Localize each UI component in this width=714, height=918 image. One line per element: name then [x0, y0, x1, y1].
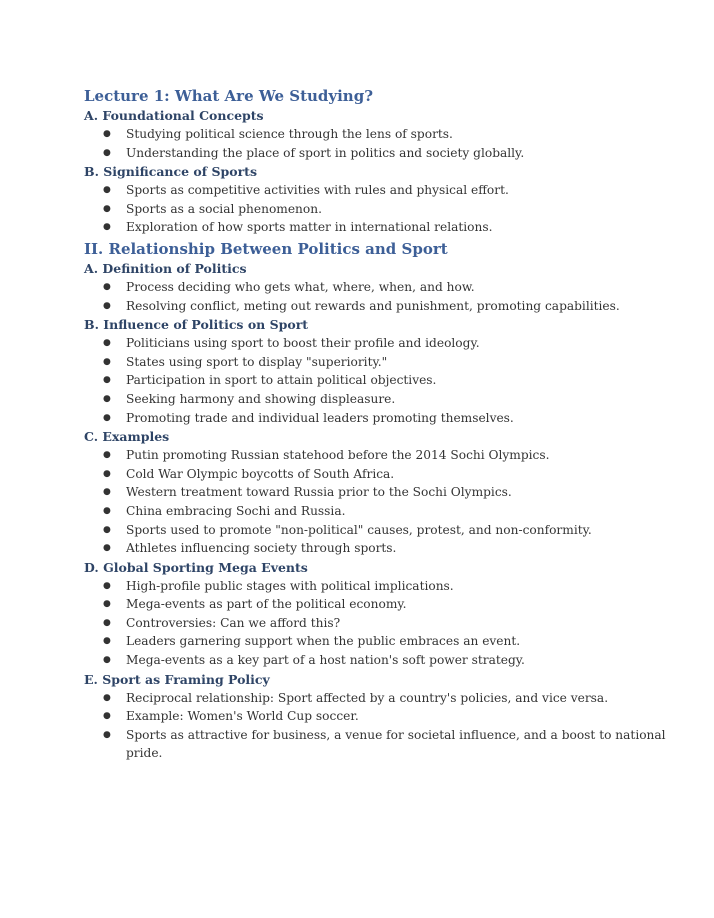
list-item [84, 502, 684, 521]
list-item [84, 278, 684, 297]
list-item-text: Mega-events as a key part of a host nation's soft power strategy. [126, 653, 525, 668]
bullet-icon: ● [103, 203, 111, 214]
bullet-icon: ● [103, 729, 111, 740]
bullet-icon: ● [103, 580, 111, 591]
list-item [84, 595, 684, 614]
list-item [84, 334, 684, 353]
list-item [84, 390, 684, 409]
list-item [84, 483, 684, 502]
list-item [84, 446, 684, 465]
list-item-text: Sports as competitive activities with rules and physical effort. [126, 183, 509, 198]
bullet-icon: ● [103, 524, 111, 535]
bullet-icon: ● [103, 655, 111, 666]
list-item [84, 125, 684, 144]
list-item [84, 465, 684, 484]
list-item-text: Controversies: Can we afford this? [126, 615, 341, 630]
bullet-icon: ● [103, 129, 111, 139]
bullet-icon: ● [103, 356, 111, 367]
list-item-text: Exploration of how sports matter in international relations. [126, 220, 493, 235]
section [84, 86, 684, 237]
bullet-icon: ● [103, 543, 111, 554]
subsection-heading: A. Definition of Politics [84, 260, 247, 276]
subsection-heading: B. Significance of Sports [84, 164, 257, 180]
bullet-icon: ● [103, 636, 111, 647]
list-item-text: Politicians using sport to boost their profile and ideology. [126, 336, 480, 351]
bullet-icon: ● [103, 222, 111, 233]
bullet-icon: ● [103, 692, 111, 703]
list-item [84, 297, 684, 316]
section-heading: II. Relationship Between Politics and Sport [84, 239, 448, 258]
bullet-icon: ● [103, 300, 111, 311]
list-item-text: Sports used to promote "non-political" causes, protest, and non-conformity. [126, 522, 592, 537]
bullet-list [84, 125, 684, 162]
list-item [84, 651, 684, 670]
list-item-text: Athletes influencing society through sports. [126, 541, 397, 556]
list-item-text: Seeking harmony and showing displeasure. [126, 391, 396, 406]
bullet-list [84, 334, 684, 427]
list-item-text: Western treatment toward Russia prior to the Sochi Olympics. [126, 485, 512, 500]
list-item [84, 181, 684, 200]
subsection-heading: E. Sport as Framing Policy [84, 671, 270, 687]
bullet-icon: ● [103, 338, 111, 349]
list-item-text: High-profile public stages with political implications. [126, 578, 454, 593]
list-item [84, 521, 684, 540]
bullet-icon: ● [103, 450, 111, 461]
bullet-icon: ● [103, 711, 111, 722]
bullet-icon: ● [103, 185, 111, 196]
list-item-text: Reciprocal relationship: Sport affected by a country's policies, and vice versa. [126, 690, 609, 705]
list-item [84, 200, 684, 219]
list-item-text: States using sport to display "superiority." [126, 354, 388, 369]
list-item [84, 353, 684, 372]
bullet-list [84, 181, 684, 237]
subsection-heading: D. Global Sporting Mega Events [84, 559, 308, 575]
bullet-icon: ● [103, 281, 111, 292]
list-item [84, 577, 684, 596]
list-item-text: Leaders garnering support when the public embraces an event. [126, 634, 521, 649]
list-item [84, 371, 684, 390]
bullet-icon: ● [103, 599, 111, 610]
section [84, 239, 684, 763]
list-item [84, 539, 684, 558]
list-item [84, 726, 684, 763]
bullet-icon: ● [103, 375, 111, 386]
list-item-text: Understanding the place of sport in politics and society globally. [126, 145, 525, 160]
list-item [84, 614, 684, 633]
list-item-text: Sports as a social phenomenon. [126, 201, 322, 216]
list-item [84, 689, 684, 708]
bullet-list [84, 278, 684, 315]
list-item-text: China embracing Sochi and Russia. [126, 503, 346, 518]
section-heading: Lecture 1: What Are We Studying? [84, 87, 373, 105]
list-item [84, 144, 684, 163]
list-item-text: Sports as attractive for business, a venue for societal influence, and a boost to national pride. [126, 727, 666, 761]
subsection-heading: A. Foundational Concepts [84, 108, 264, 123]
list-item [84, 632, 684, 651]
list-item [84, 218, 684, 237]
subsection-heading: B. Influence of Politics on Sport [84, 317, 309, 333]
bullet-icon: ● [103, 505, 111, 516]
bullet-icon: ● [103, 468, 111, 479]
bullet-list [84, 689, 684, 763]
bullet-list [84, 446, 684, 558]
list-item [84, 707, 684, 726]
list-item [84, 409, 684, 428]
list-item-text: Process deciding who gets what, where, when, and how. [126, 279, 475, 294]
bullet-icon: ● [103, 412, 111, 423]
bullet-list [84, 577, 684, 670]
list-item-text: Mega-events as part of the political economy. [126, 597, 407, 612]
bullet-icon: ● [103, 393, 111, 404]
list-item-text: Studying political science through the lens of sports. [126, 127, 453, 141]
list-item-text: Resolving conflict, meting out rewards and punishment, promoting capabilities. [126, 298, 620, 313]
bullet-icon: ● [103, 487, 111, 498]
list-item-text: Promoting trade and individual leaders promoting themselves. [126, 410, 514, 425]
document-body [84, 86, 684, 763]
list-item-text: Cold War Olympic boycotts of South Africa. [126, 466, 395, 481]
list-item-text: Participation in sport to attain political objectives. [126, 373, 437, 388]
bullet-icon: ● [103, 147, 111, 158]
list-item-text: Example: Women's World Cup soccer. [126, 709, 359, 724]
subsection-heading: C. Examples [84, 429, 170, 445]
bullet-icon: ● [103, 617, 111, 628]
list-item-text: Putin promoting Russian statehood before the 2014 Sochi Olympics. [126, 448, 550, 463]
